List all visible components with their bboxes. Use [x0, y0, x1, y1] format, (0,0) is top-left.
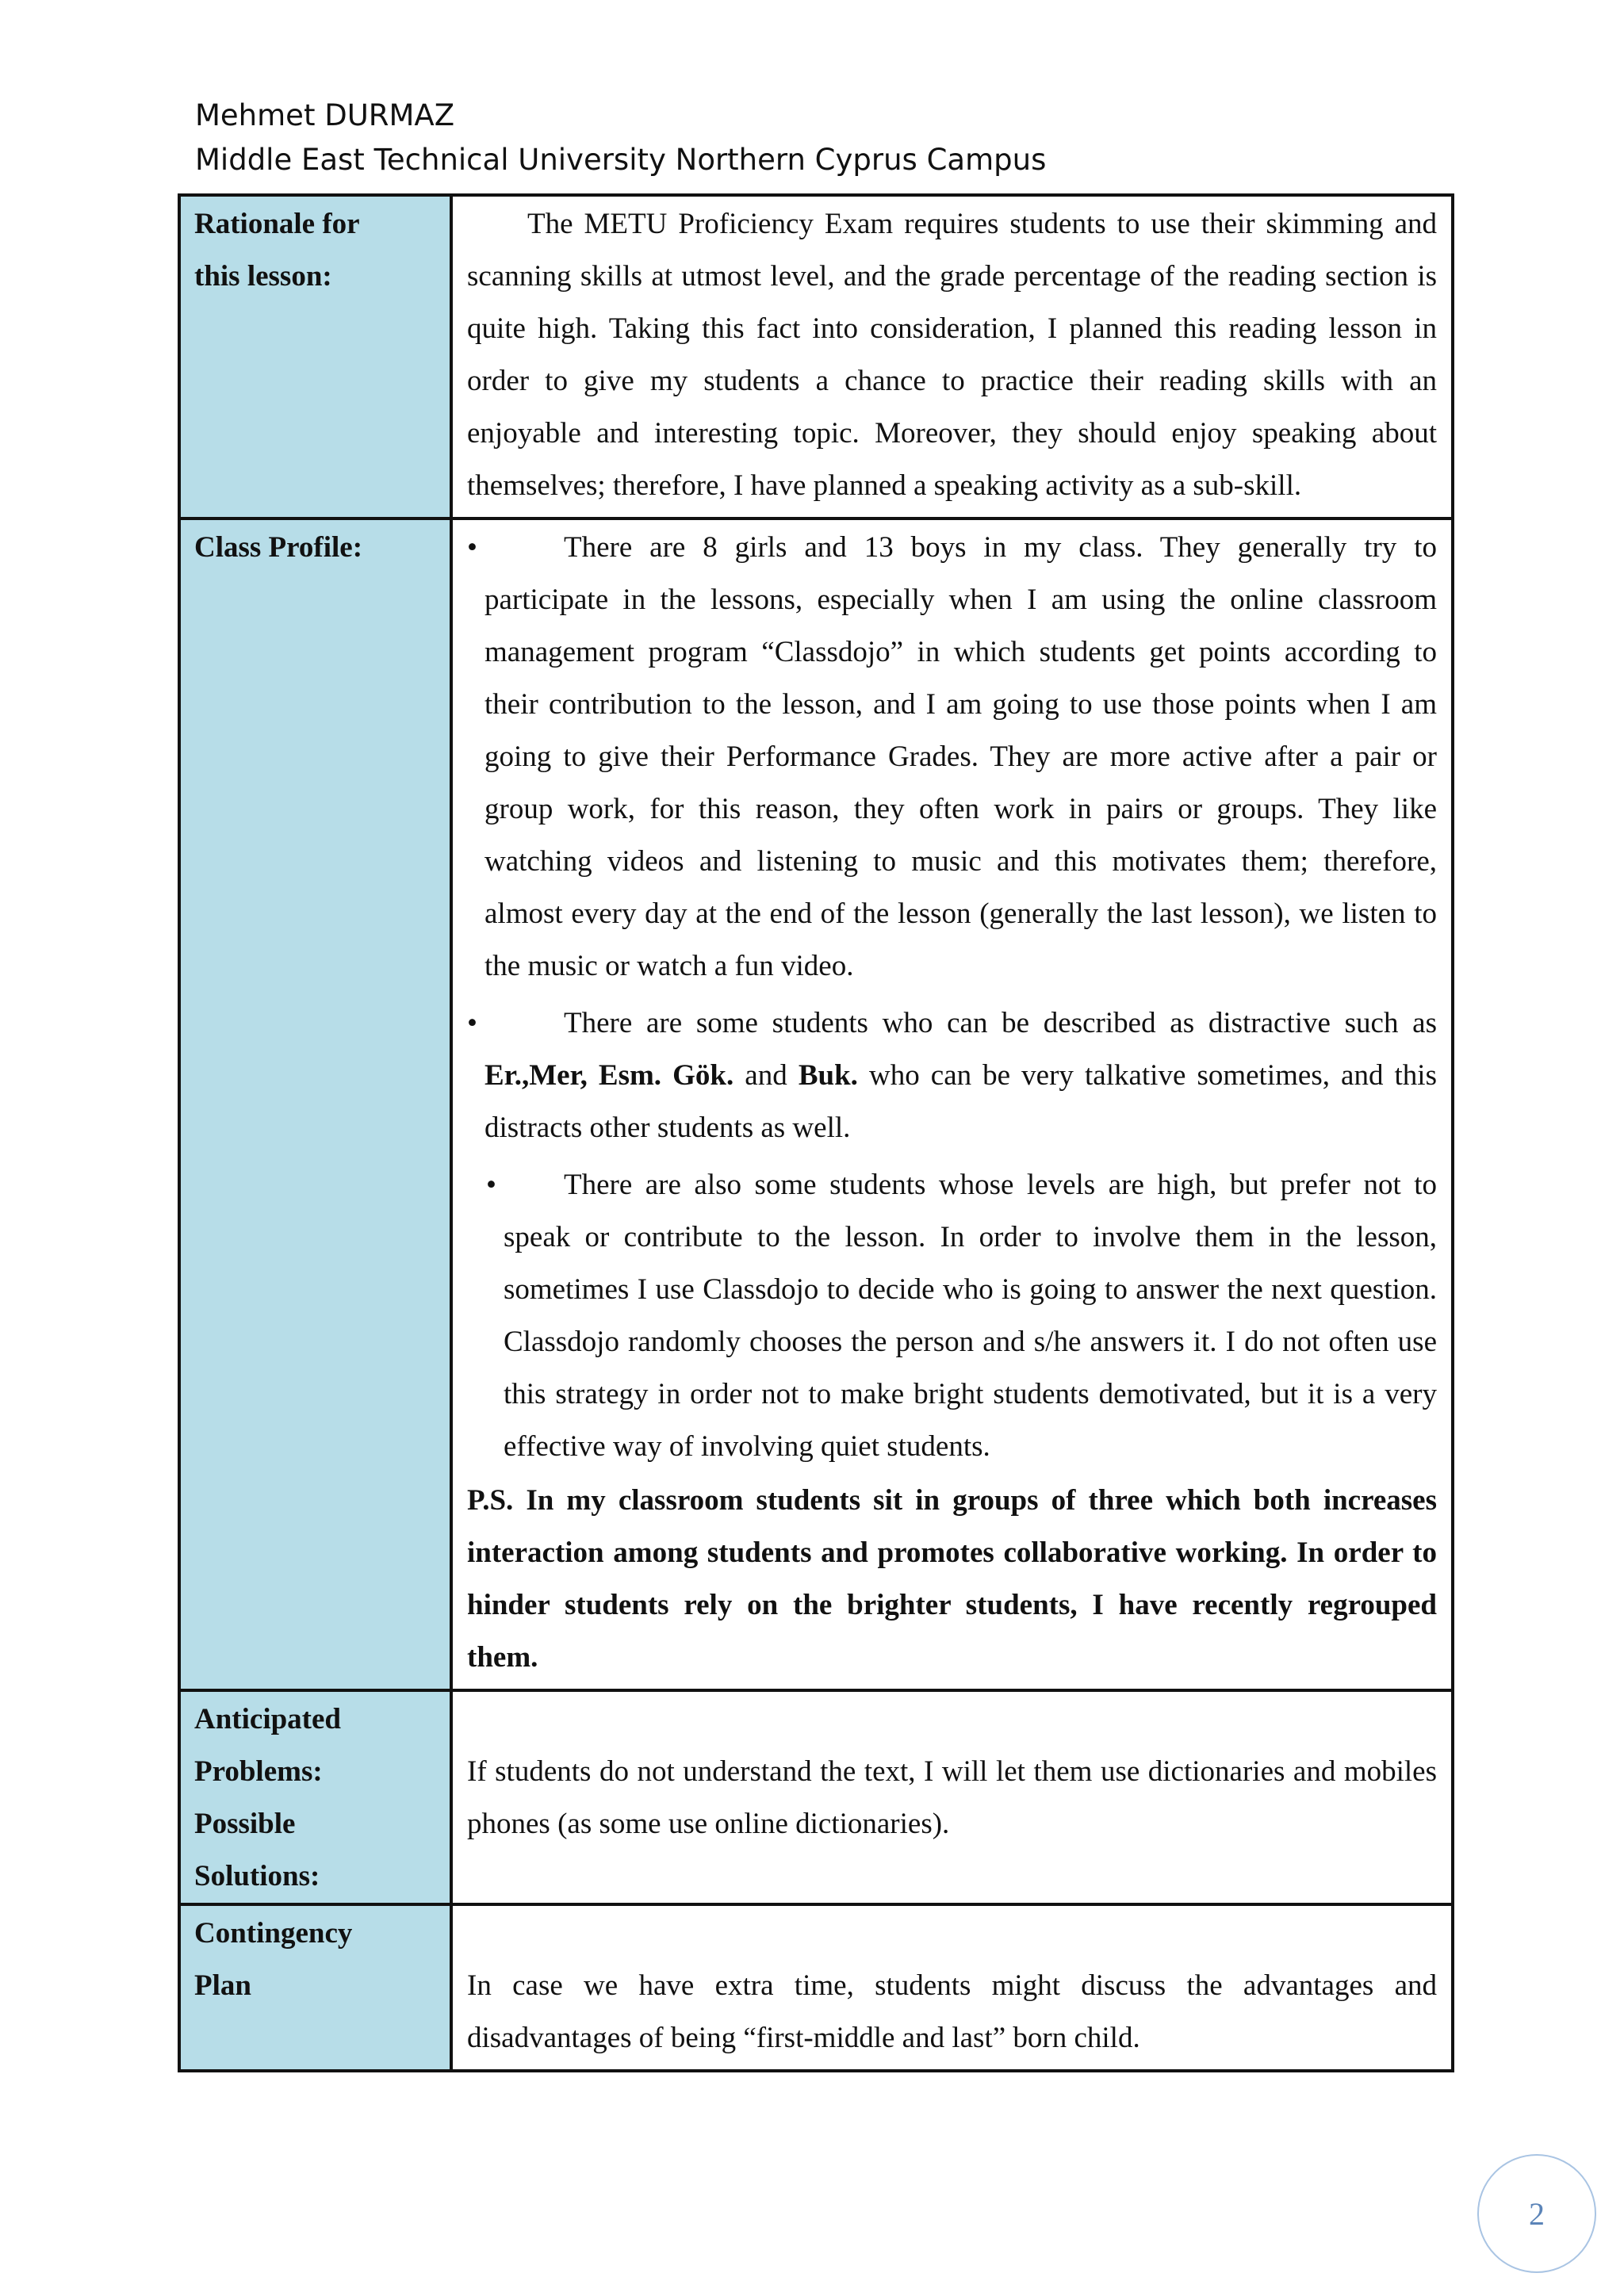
class-profile-bullet-3: There are also some students whose levels are high, but prefer not to speak or contribute to the lesson. In order to involve them in the lesson, sometimes I use Classdojo to decide who is going to answer the next question. Classdojo randomly chooses the person and s/he answers it. I do not often use this strategy in order not to make bright students demotivated, but it is a very effective way of involving quiet students.	[504, 1169, 1437, 1463]
list-item	[467, 522, 1437, 993]
list-item	[467, 1159, 1437, 1473]
contingency-text-cell	[451, 1904, 1453, 2071]
bullet-icon: •	[467, 531, 477, 564]
rationale-text-cell	[451, 195, 1453, 519]
table-row-contingency	[179, 1904, 1453, 2071]
class-profile-ps-note: P.S. In my classroom students sit in groups of three which both increases interaction among students and promotes collaborative working. In order to hinder students rely on the brighter students, I have recently regrouped them.	[467, 1484, 1437, 1674]
class-profile-label: Class Profile:	[179, 519, 451, 1690]
bullet-icon: •	[467, 1007, 477, 1039]
anticipated-text: If students do not understand the text, I will let them use dictionaries and mobiles phones (as some use online dictionaries).	[467, 1755, 1437, 1840]
rationale-label: Rationale for this lesson:	[179, 195, 451, 519]
page-header	[195, 94, 1046, 182]
table-row-rationale	[179, 195, 1453, 519]
contingency-text: In case we have extra time, students might discuss the advantages and disadvantages of being “first-middle and last” born child.	[467, 1969, 1437, 2054]
class-profile-cell	[451, 519, 1453, 1690]
rationale-text: The METU Proficiency Exam requires students to use their skimming and scanning skills at utmost level, and the grade percentage of the reading section is quite high. Taking this fact into consideration, I planned this reading lesson in order to give my students a chance to practice their reading skills with an enjoyable and interesting topic. Moreover, they should enjoy speaking about themselves; therefore, I have planned a speaking activity as a sub-skill.	[467, 208, 1437, 502]
lesson-plan-table	[178, 193, 1454, 2072]
bullet-icon: •	[486, 1169, 496, 1201]
page-number: 2	[1477, 2154, 1596, 2273]
list-item	[467, 997, 1437, 1154]
class-profile-bullet-1: There are 8 girls and 13 boys in my class. They generally try to participate in the lessons, especially when I am using the online classroom management program “Classdojo” in which students get points according to their contribution to the lesson, and I am going to use those points when I am going to give their Performance Grades. They are more active after a pair or group work, for this reason, they often work in pairs or groups. They like watching videos and listening to music and this motivates them; therefore, almost every day at the end of the lesson (generally the last lesson), we listen to the music or watch a fun video.	[485, 531, 1437, 982]
class-profile-bullet-list	[467, 522, 1437, 1473]
author-name: Mehmet DURMAZ	[195, 98, 455, 132]
contingency-label: Contingency Plan	[179, 1904, 451, 2071]
class-profile-bullet-2: There are some students who can be described as distractive such as Er.,Mer, Esm. Gök. and Buk. who can be very talkative sometimes, and this distracts other students as well.	[485, 1007, 1437, 1144]
student-names: Er.,Mer, Esm. Gök.	[485, 1059, 734, 1092]
anticipated-text-cell	[451, 1690, 1453, 1904]
table-row-class-profile	[179, 519, 1453, 1690]
student-name-last: Buk.	[798, 1059, 858, 1092]
table-row-anticipated	[179, 1690, 1453, 1904]
institution-name: Middle East Technical University Northern Cyprus Campus	[195, 143, 1047, 177]
anticipated-label: Anticipated Problems: Possible Solutions:	[179, 1690, 451, 1904]
